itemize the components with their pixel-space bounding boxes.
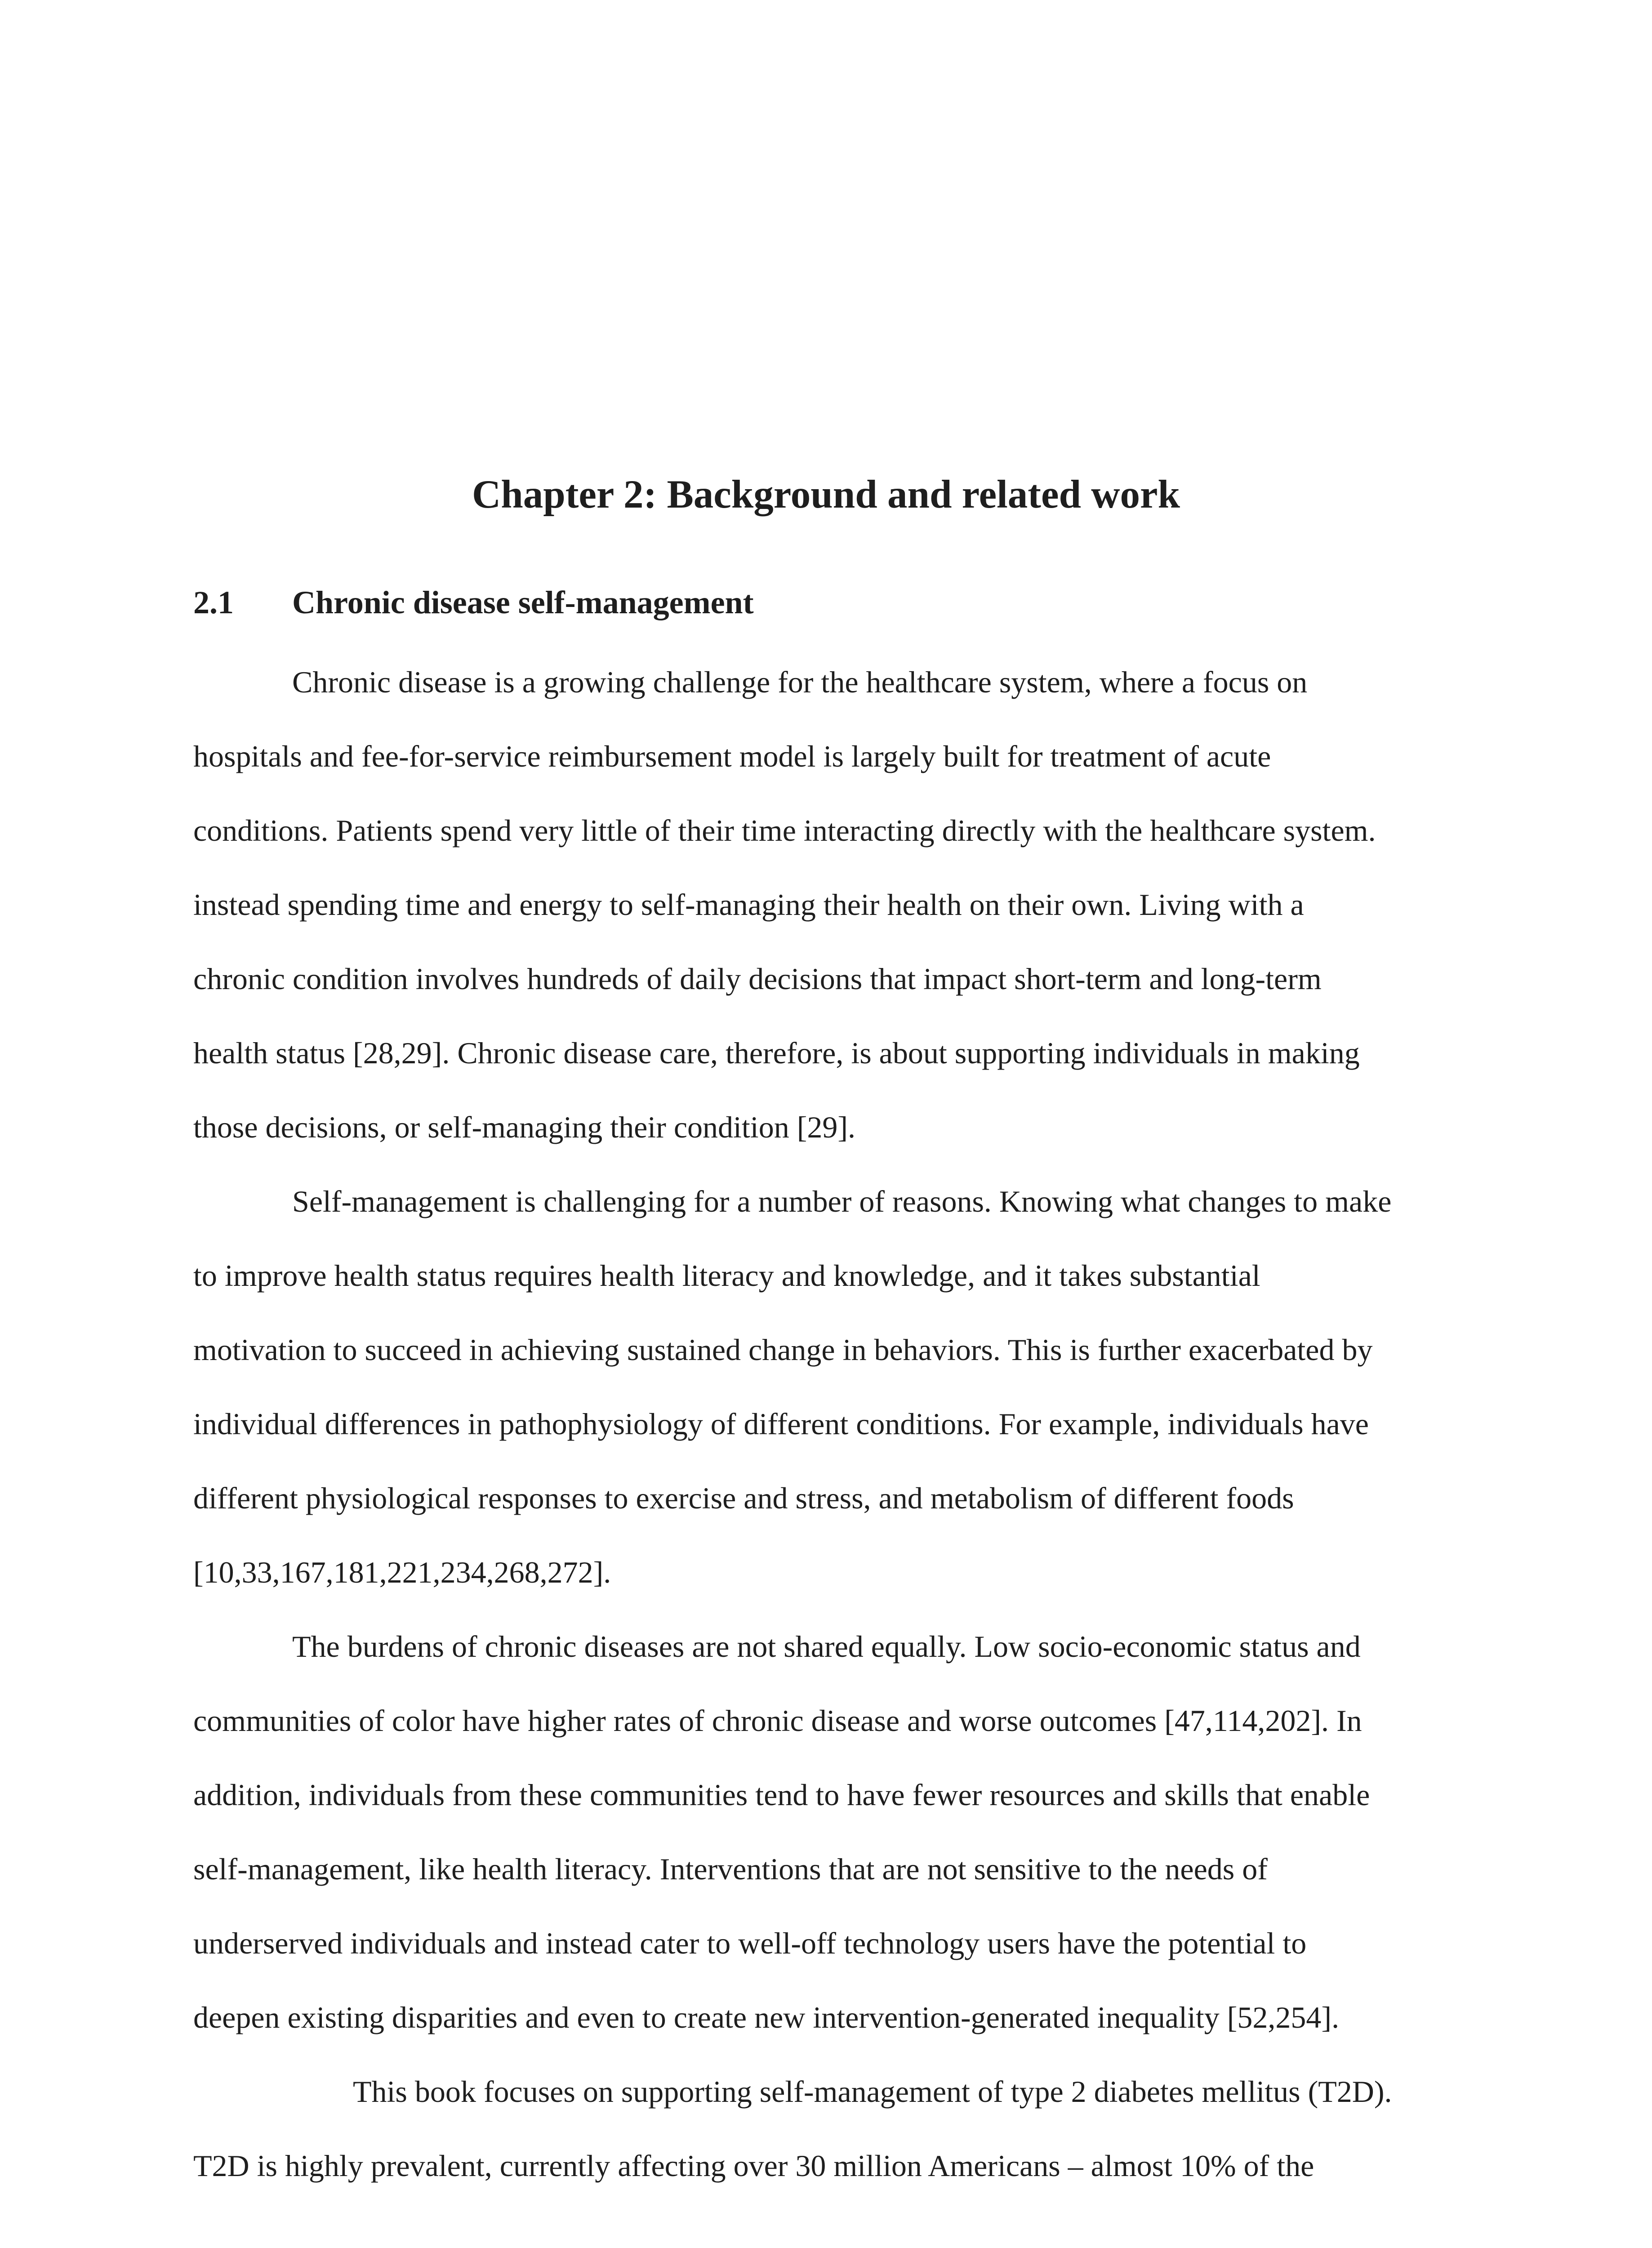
paragraph-line: hospitals and fee-for-service reimbursement model is largely built for treatment of acute [193,739,1271,773]
paragraph-line: health status [28,29]. Chronic disease care, therefore, is about supporting individuals in making [193,1036,1360,1070]
paragraph-line: instead spending time and energy to self-managing their health on their own. Living with a [193,888,1304,922]
paragraph-line: T2D is highly prevalent, currently affecting over 30 million Americans – almost 10% of the [193,2149,1314,2183]
paragraph-line: underserved individuals and instead cater to well-off technology users have the potential to [193,1926,1307,1960]
paragraph-line: Self-management is challenging for a number of reasons. Knowing what changes to make [292,1184,1392,1218]
paragraph-line: conditions. Patients spend very little of their time interacting directly with the healthcare system. [193,813,1376,847]
paragraph-line: [10,33,167,181,221,234,268,272]. [193,1555,611,1589]
paragraph-line: This book focuses on supporting self-management of type 2 diabetes mellitus (T2D). [353,2074,1392,2109]
paragraph-line: chronic condition involves hundreds of daily decisions that impact short-term and long-term [193,962,1322,996]
paragraph-line: The burdens of chronic diseases are not shared equally. Low socio-economic status and [292,1629,1361,1664]
paragraph-line: individual differences in pathophysiology of different conditions. For example, individuals have [193,1407,1369,1441]
paragraph-line: those decisions, or self-managing their condition [29]. [193,1110,855,1144]
section-number: 2.1 [193,584,234,620]
section-title: Chronic disease self-management [292,584,754,620]
paragraph-line: motivation to succeed in achieving sustained change in behaviors. This is further exacerbated by [193,1333,1373,1367]
paragraph-line: communities of color have higher rates of chronic disease and worse outcomes [47,114,202]. In [193,1704,1362,1738]
paragraph-line: deepen existing disparities and even to create new intervention-generated inequality [52,254]. [193,2000,1340,2034]
paragraph-line: to improve health status requires health literacy and knowledge, and it takes substantial [193,1258,1260,1293]
paragraph-line: addition, individuals from these communities tend to have fewer resources and skills that enable [193,1778,1370,1812]
paragraph-line: different physiological responses to exercise and stress, and metabolism of different foods [193,1481,1294,1515]
chapter-title: Chapter 2: Background and related work [472,473,1180,517]
section-heading [193,580,754,625]
paragraph-line: self-management, like health literacy. Interventions that are not sensitive to the needs of [193,1852,1268,1886]
paragraph-line: Chronic disease is a growing challenge for the healthcare system, where a focus on [292,665,1308,699]
